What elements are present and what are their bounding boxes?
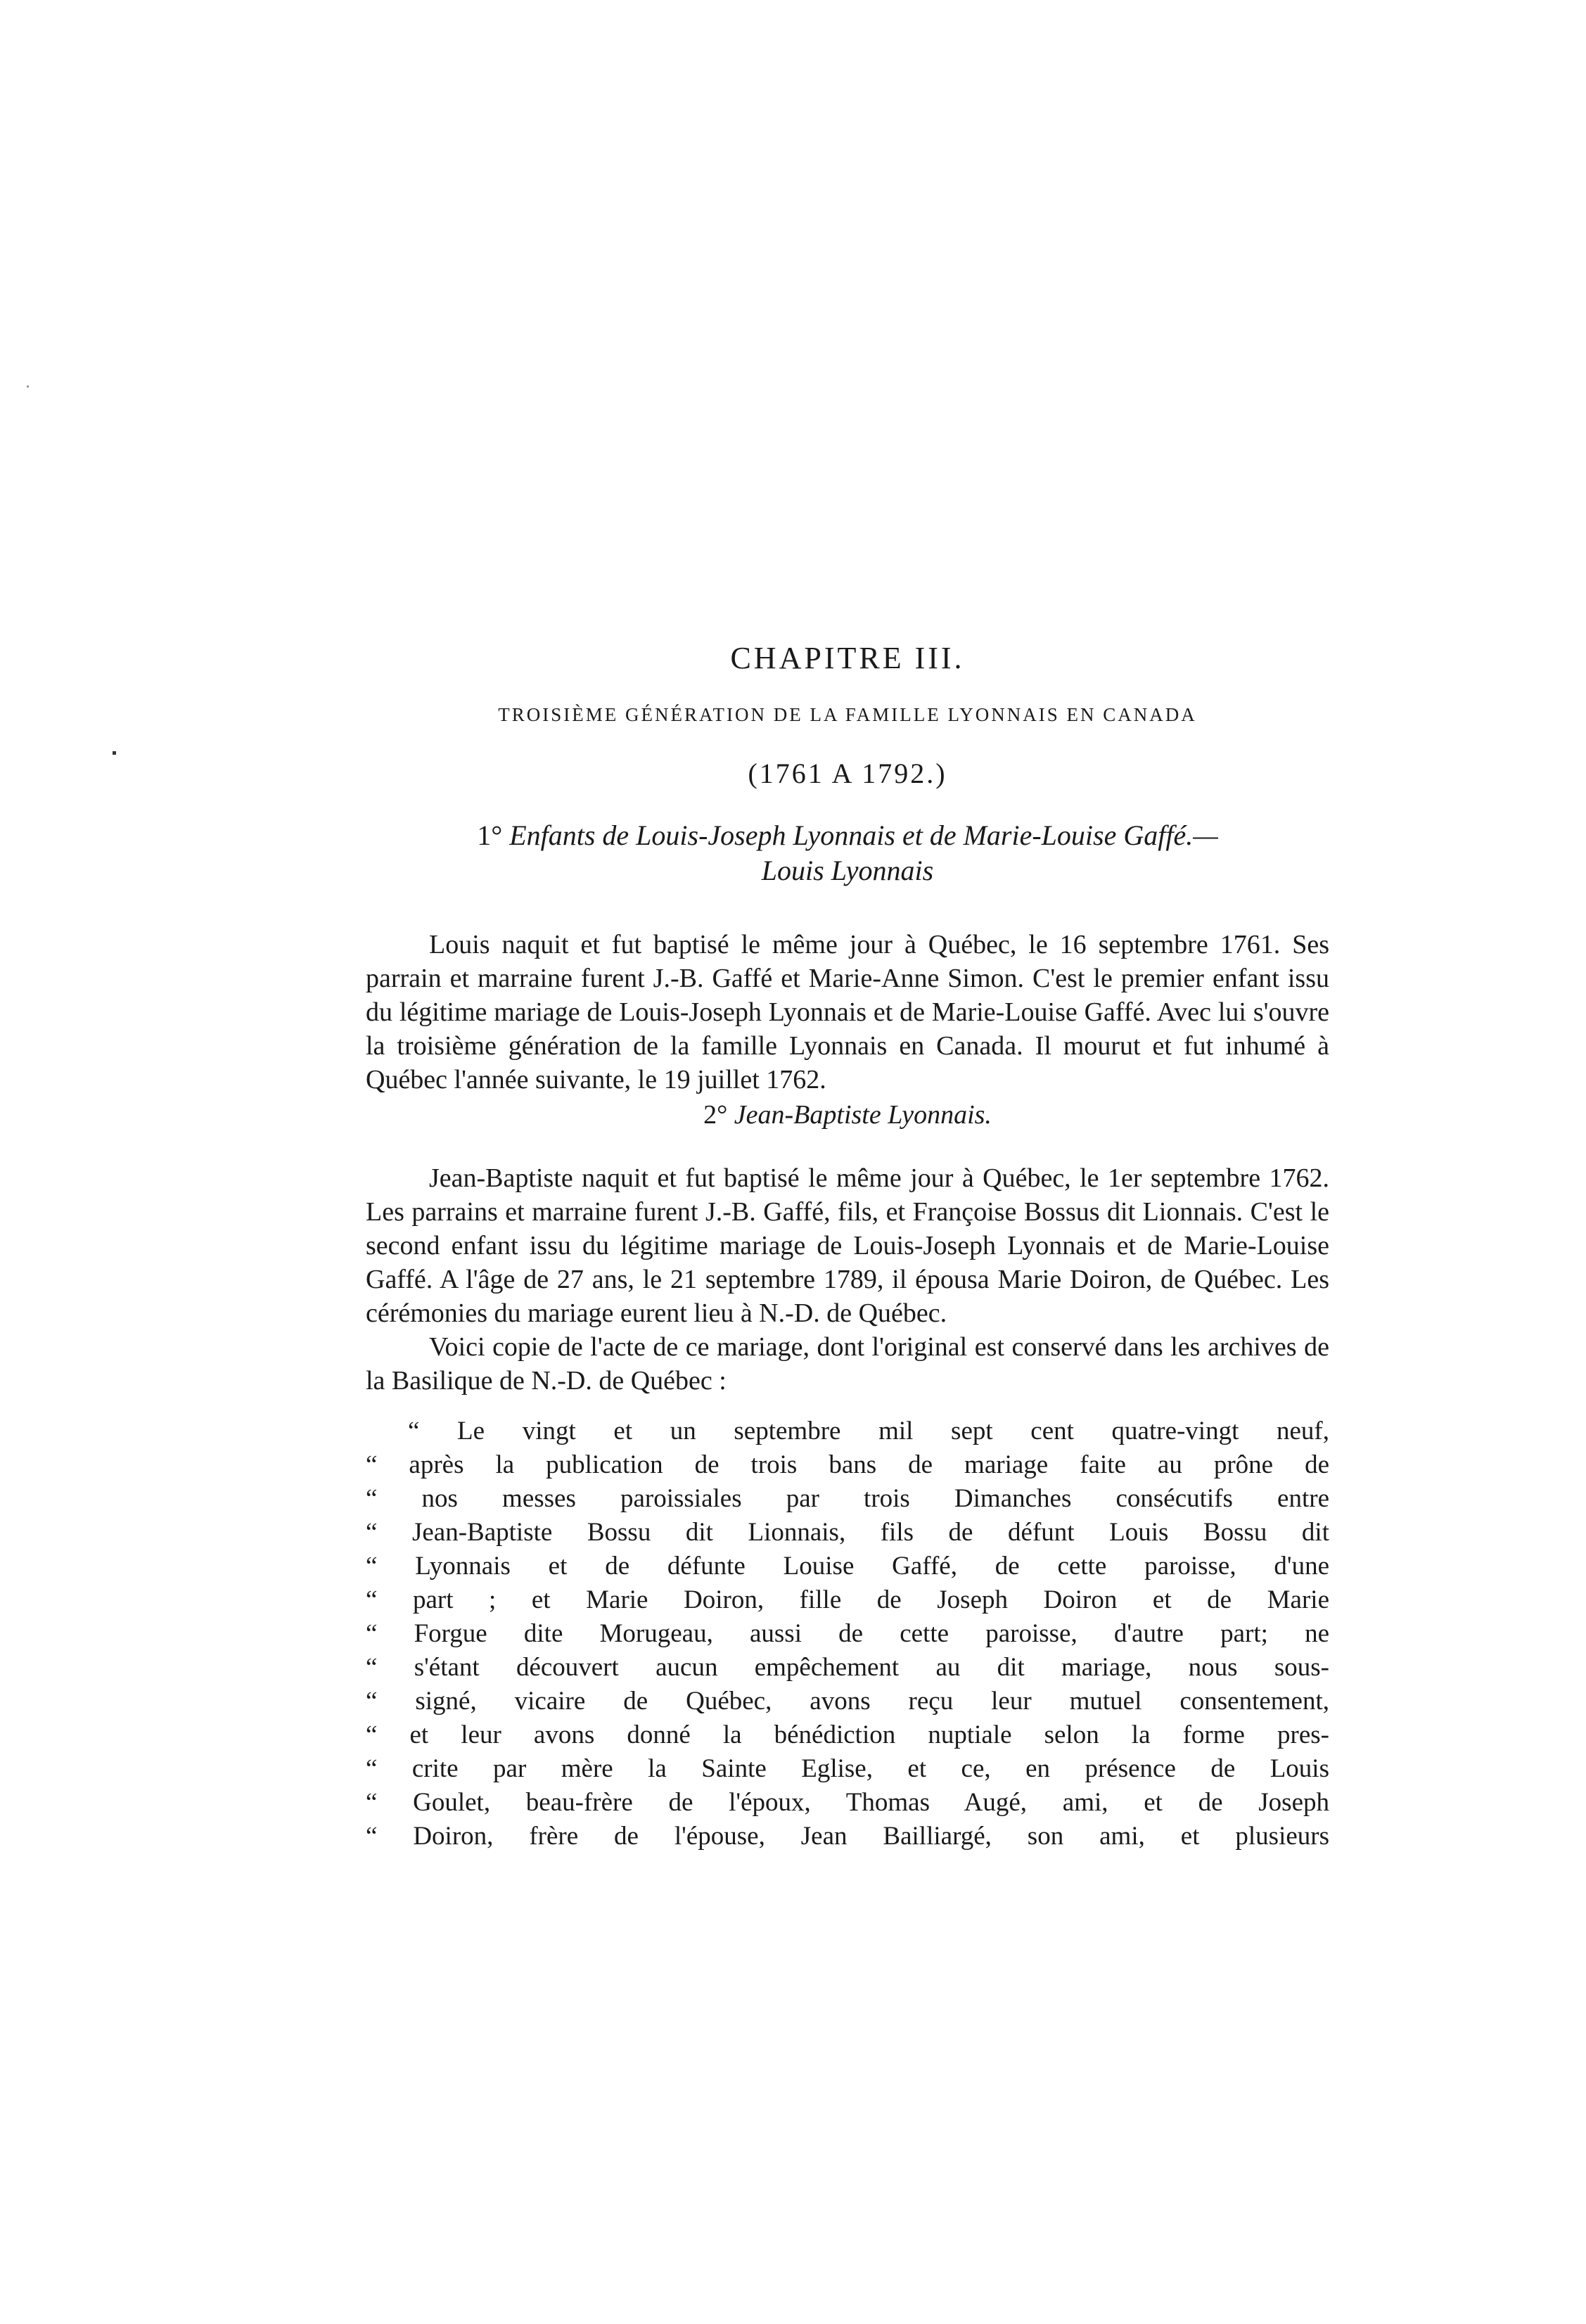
quote-line: “ crite par mère la Sainte Eglise, et ce, en présence de Louis (366, 1754, 1329, 1783)
quote-line: “ Goulet, beau-frère de l'époux, Thomas Augé, ami, et de Joseph (366, 1788, 1329, 1817)
section-1-heading-line1: Enfants de Louis-Joseph Lyonnais et de Marie-Louise Gaffé.— (509, 819, 1218, 851)
marriage-act-quote (366, 1415, 1329, 1853)
section-2-heading-text: Jean-Baptiste Lyonnais. (734, 1100, 992, 1130)
section-1-number: 1° (477, 819, 503, 851)
quote-line: “ part ; et Marie Doiron, fille de Joseph Doiron et de Marie (366, 1585, 1329, 1614)
chapter-dates: (1761 A 1792.) (748, 758, 947, 789)
quote-line: “ après la publication de trois bans de mariage faite au prône de (366, 1450, 1329, 1479)
quote-line: “ Jean-Baptiste Bossu dit Lionnais, fils de défunt Louis Bossu dit (366, 1518, 1329, 1547)
section-1-heading-line2: Louis Lyonnais (761, 855, 934, 886)
section-2-paragraph-2: Voici copie de l'acte de ce mariage, dont l'original est conservé dans les archives de la Basilique de N.-D. de Québec : (366, 1332, 1329, 1396)
page-content (366, 640, 1329, 1853)
section-2-number: 2° (703, 1100, 728, 1130)
scan-speck (27, 385, 29, 388)
quote-line: “ Forgue dite Morugeau, aussi de cette paroisse, d'autre part; ne (366, 1619, 1329, 1648)
quote-line: “ et leur avons donné la bénédiction nuptiale selon la forme pres- (366, 1720, 1329, 1749)
quote-line: “ Lyonnais et de défunte Louise Gaffé, de cette paroisse, d'une (366, 1552, 1329, 1581)
quote-line: “ Doiron, frère de l'épouse, Jean Bailliargé, son ami, et plusieurs (366, 1822, 1329, 1851)
scan-speck (113, 751, 116, 755)
quote-line: “ s'étant découvert aucun empêchement au dit mariage, nous sous- (366, 1653, 1329, 1682)
section-1-paragraph: Louis naquit et fut baptisé le même jour à Québec, le 16 septembre 1761. Ses parrain et marraine furent J.-B. Gaffé et Marie-Anne Simon. C'est le premier enfant issu du légitime mariage de Louis-Joseph Lyonnais et de Marie-Louise Gaffé. Avec lui s'ouvre la troisième génération de la famille Lyonnais en Canada. Il mourut et fut inhumé à Québec l'année suivante, le 19 juillet 1762. (366, 930, 1329, 1094)
chapter-title: CHAPITRE III. (730, 641, 965, 675)
quote-line: “ nos messes paroissiales par trois Dimanches consécutifs entre (366, 1484, 1329, 1513)
section-1-heading (366, 818, 1329, 888)
section-2-heading (366, 1099, 1329, 1130)
quote-line: “ signé, vicaire de Québec, avons reçu leur mutuel consentement, (366, 1687, 1329, 1716)
section-2-paragraph-1: Jean-Baptiste naquit et fut baptisé le même jour à Québec, le 1er septembre 1762. Les parrains et marraine furent J.-B. Gaffé, fils, et Françoise Bossus dit Lionnais. C'est le second enfant issu du légitime mariage de Louis-Joseph Lyonnais et de Marie-Louise Gaffé. A l'âge de 27 ans, le 21 septembre 1789, il épousa Marie Doiron, de Québec. Les cérémonies du mariage eurent lieu à N.-D. de Québec. (366, 1163, 1329, 1328)
quote-line: “ Le vingt et un septembre mil sept cent quatre-vingt neuf, (408, 1417, 1329, 1445)
chapter-subtitle: TROISIÈME GÉNÉRATION DE LA FAMILLE LYONNAIS EN CANADA (498, 704, 1197, 725)
